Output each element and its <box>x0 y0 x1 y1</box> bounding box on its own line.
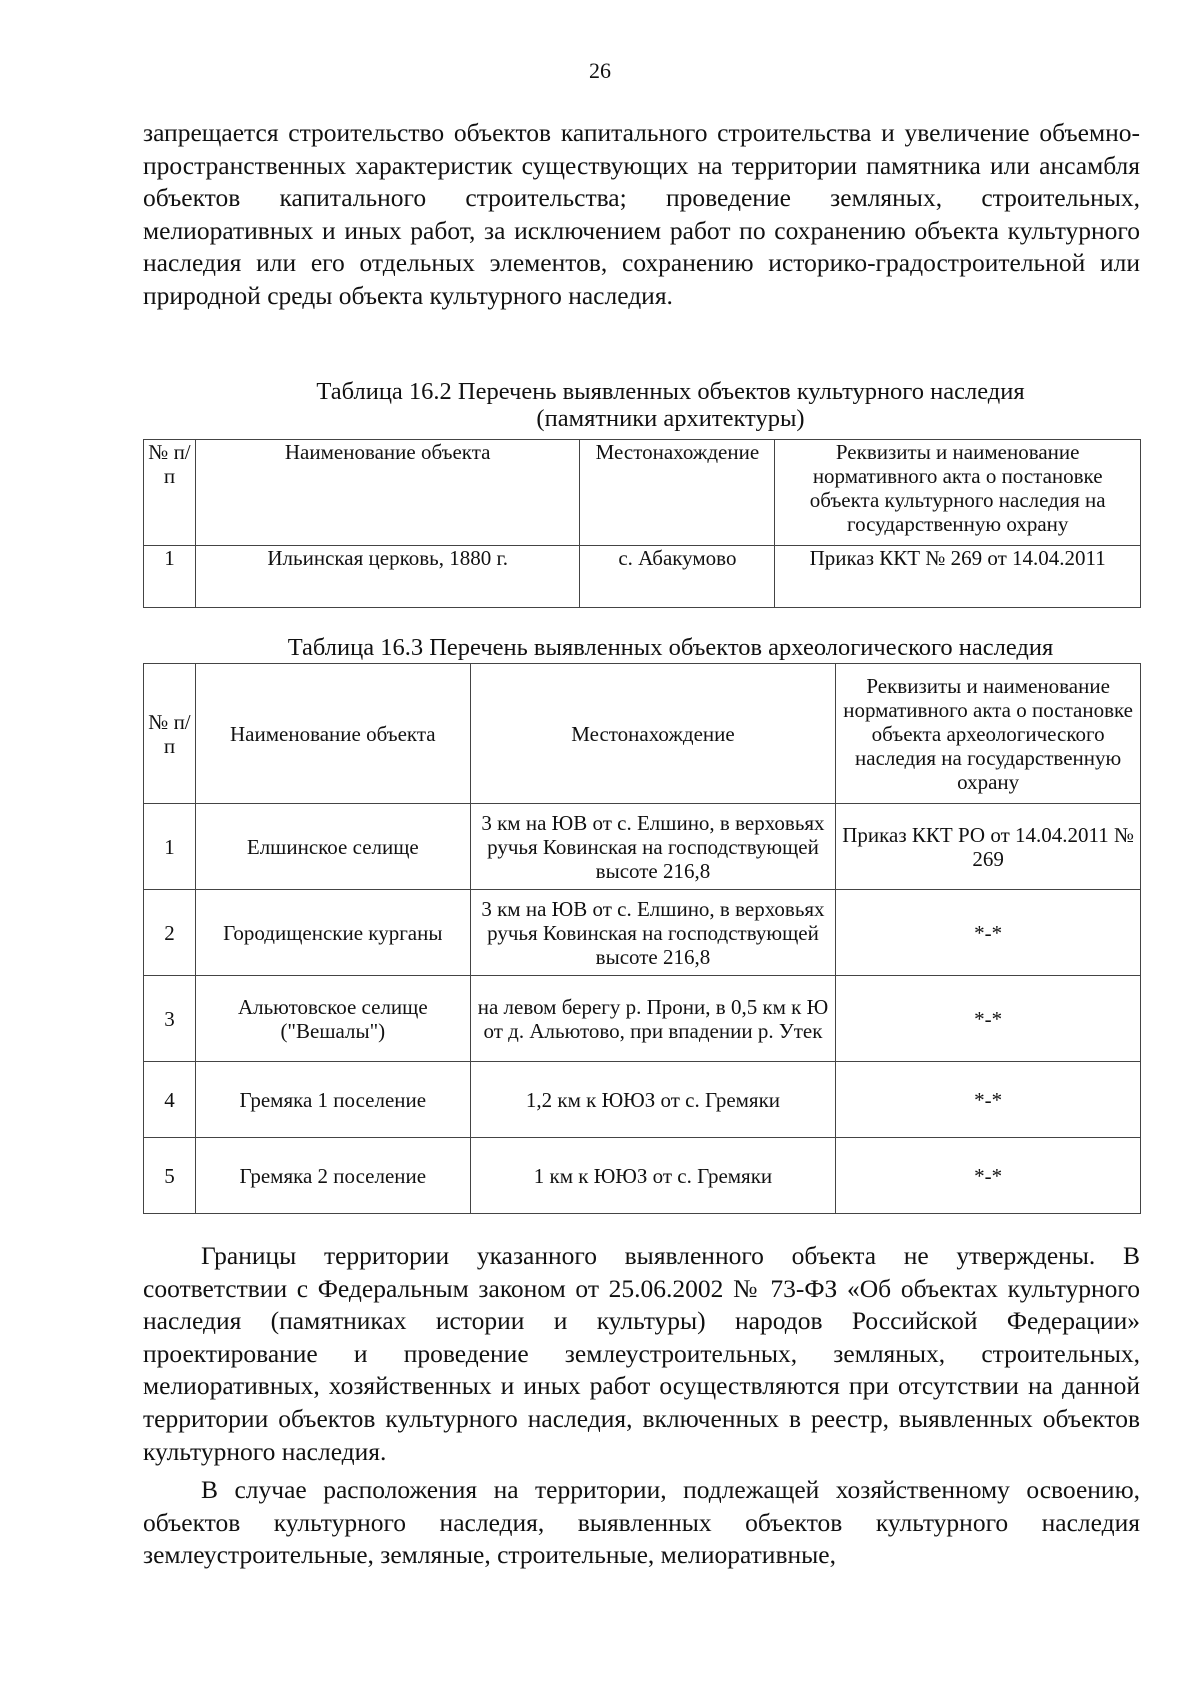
cell-location: 3 км на ЮВ от с. Елшино, в верховьях ручья Ковинская на господствующей высоте 216,8 <box>470 890 836 976</box>
header-cell-name: Наименование объекта <box>195 440 580 546</box>
table-row <box>144 804 1141 890</box>
table-16-3 <box>143 663 1141 1214</box>
table-row <box>144 1062 1141 1138</box>
cell-name: Ильинская церковь, 1880 г. <box>195 546 580 608</box>
cell-location: 1,2 км к ЮЮЗ от с. Гремяки <box>470 1062 836 1138</box>
header-cell-act: Реквизиты и наименование нормативного акта о постановке объекта археологического наследия на государственную охрану <box>836 664 1141 804</box>
cell-act: *-* <box>836 1062 1141 1138</box>
table-row <box>144 890 1141 976</box>
cell-location: 3 км на ЮВ от с. Елшино, в верховьях ручья Ковинская на господствующей высоте 216,8 <box>470 804 836 890</box>
cell-name: Альютовское селище ("Вешалы") <box>195 976 470 1062</box>
boundaries-paragraph: Границы территории указанного выявленного объекта не утверждены. В соответствии с Федеральным законом от 25.06.2002 № 73-ФЗ «Об объектах культурного наследия (памятниках истории и культуры) народов Российской Федерации» проектирование и проведение землеустроительных, земляных, строительных, мелиоративных, хозяйственных и иных работ осуществляются при отсутствии на данной территории объектов культурного наследия, включенных в реестр, выявленных объектов культурного наследия. <box>143 1241 1140 1466</box>
table-header-row <box>144 440 1141 546</box>
case-paragraph: В случае расположения на территории, подлежащей хозяйственному освоению, объектов культурного наследия, выявленных объектов культурного наследия землеустроительные, земляные, строительные, мелиоративные, <box>143 1475 1140 1570</box>
cell-number: 3 <box>144 976 196 1062</box>
cell-location: 1 км к ЮЮЗ от с. Гремяки <box>470 1138 836 1214</box>
table-16-2-caption <box>143 378 1198 432</box>
cell-number: 5 <box>144 1138 196 1214</box>
header-cell-location: Местонахождение <box>580 440 775 546</box>
intro-paragraph: запрещается строительство объектов капитального строительства и увеличение объемно-пространственных характеристик существующих на территории памятника или ансамбля объектов капитального строительства; проведение земляных, строительных, мелиоративных и иных работ, за исключением работ по сохранению объекта культурного наследия или его отдельных элементов, сохранению историко-градостроительной или природной среды объекта культурного наследия. <box>143 118 1140 310</box>
cell-name: Елшинское селище <box>195 804 470 890</box>
cell-name: Гремяка 1 поселение <box>195 1062 470 1138</box>
cell-act: Приказ ККТ № 269 от 14.04.2011 <box>775 546 1141 608</box>
cell-location: на левом берегу р. Прони, в 0,5 км к Ю от д. Альютово, при впадении р. Утек <box>470 976 836 1062</box>
table-header-row <box>144 664 1141 804</box>
cell-act: *-* <box>836 1138 1141 1214</box>
table-row <box>144 546 1141 608</box>
cell-act: *-* <box>836 976 1141 1062</box>
table-16-2-caption-line1: Таблица 16.2 Перечень выявленных объектов культурного наследия <box>316 378 1025 405</box>
cell-number: 2 <box>144 890 196 976</box>
cell-name: Гремяка 2 поселение <box>195 1138 470 1214</box>
table-16-2-caption-line2: (памятники архитектуры) <box>536 405 805 432</box>
header-cell-location: Местонахождение <box>470 664 836 804</box>
cell-location: с. Абакумово <box>580 546 775 608</box>
header-cell-number: № п/ п <box>144 440 196 546</box>
table-16-2 <box>143 439 1141 608</box>
page-number: 26 <box>589 58 611 83</box>
cell-number: 1 <box>144 804 196 890</box>
cell-number: 1 <box>144 546 196 608</box>
cell-number: 4 <box>144 1062 196 1138</box>
cell-name: Городищенские курганы <box>195 890 470 976</box>
table-row <box>144 976 1141 1062</box>
table-16-3-caption: Таблица 16.3 Перечень выявленных объектов археологического наследия <box>287 634 1054 661</box>
table-row <box>144 1138 1141 1214</box>
cell-act: Приказ ККТ РО от 14.04.2011 № 269 <box>836 804 1141 890</box>
header-cell-number: № п/ п <box>144 664 196 804</box>
header-cell-act: Реквизиты и наименование нормативного акта о постановке объекта культурного наследия на государственную охрану <box>775 440 1141 546</box>
cell-act: *-* <box>836 890 1141 976</box>
header-cell-name: Наименование объекта <box>195 664 470 804</box>
